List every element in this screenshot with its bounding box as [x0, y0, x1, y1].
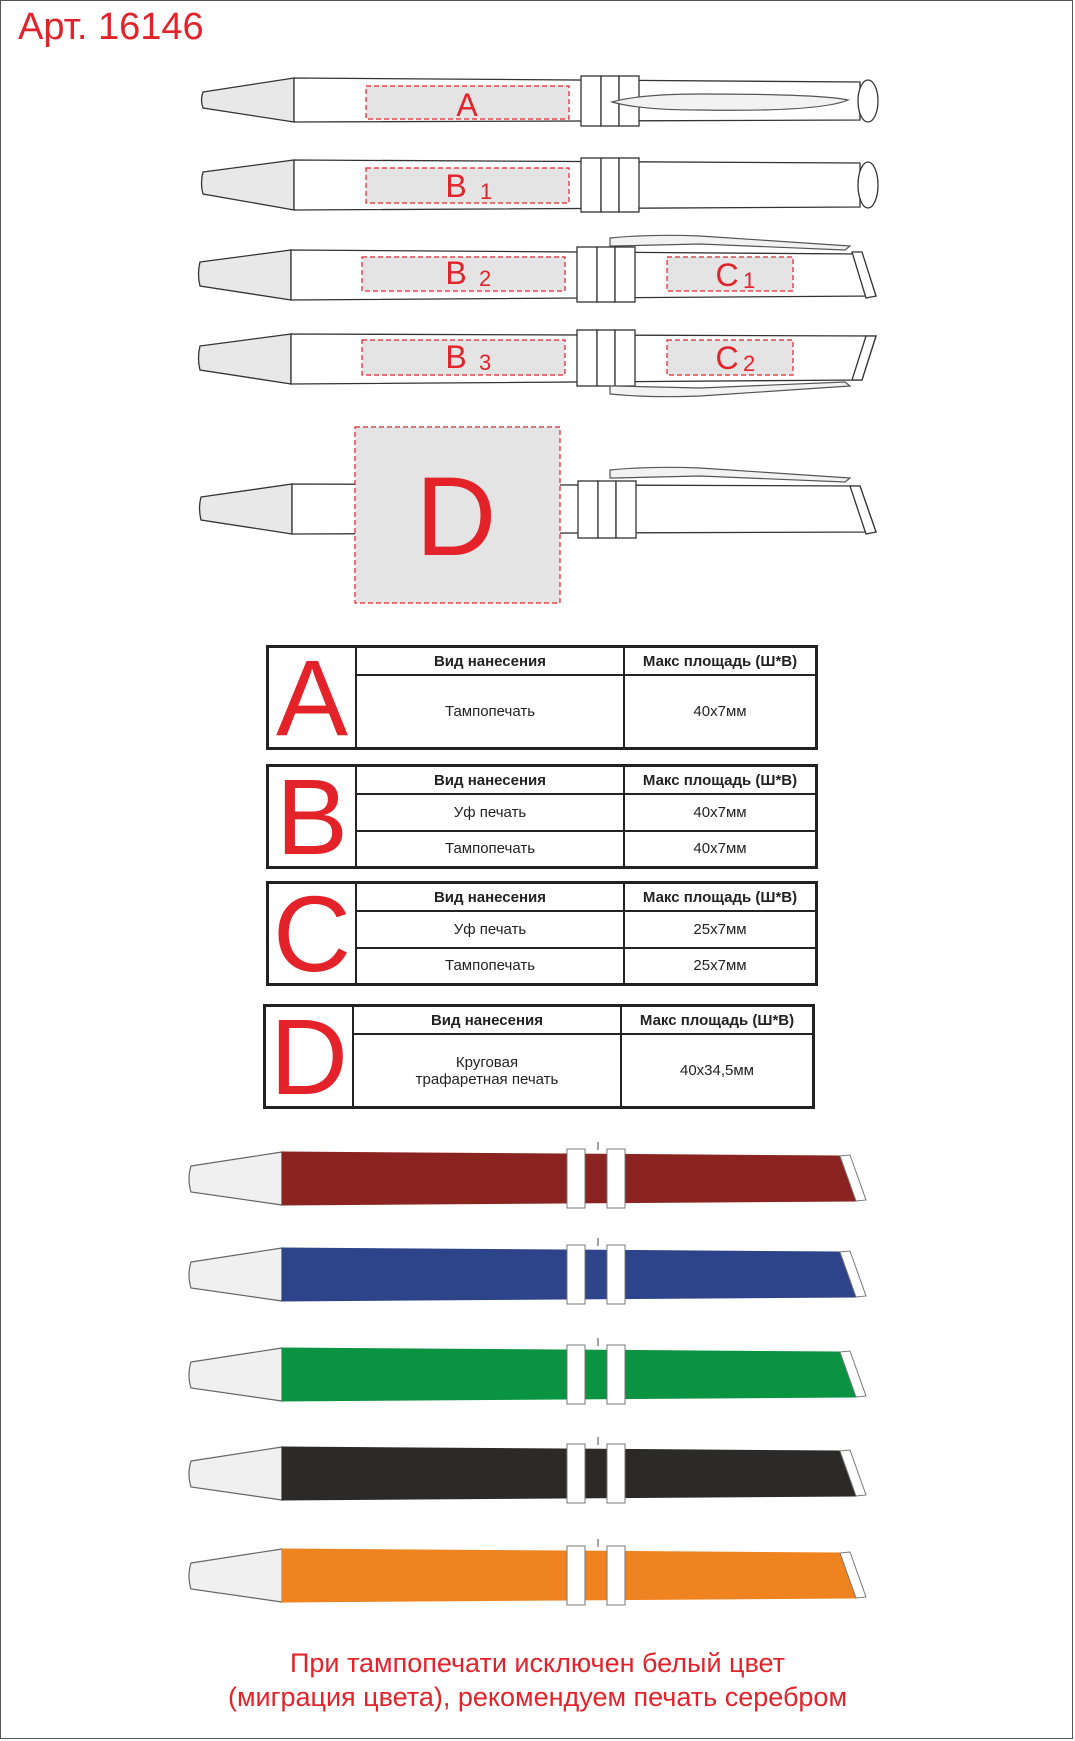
pen-b2-c1-tip — [199, 250, 292, 300]
table-b-area-2: 40х7мм — [693, 840, 747, 858]
table-c-header-method: Вид нанесения — [357, 884, 625, 910]
pen-a — [202, 76, 879, 126]
pen-a-ring — [581, 76, 601, 126]
zone-b3-subscript: 3 — [479, 350, 492, 375]
pen-d-ring — [598, 481, 616, 538]
color-pen — [189, 1437, 866, 1503]
table-a — [266, 636, 818, 758]
color-pen — [189, 1238, 866, 1304]
pen-b1-ring — [601, 158, 619, 212]
pen-b1-cap — [858, 162, 878, 208]
table-b-header-area: Макс площадь (Ш*В) — [642, 771, 798, 789]
color-pen-tip — [189, 1549, 282, 1602]
pen-b3-c2-ring — [597, 330, 615, 386]
pen-b1 — [202, 158, 879, 212]
pen-d-ring — [616, 481, 636, 538]
print-note-line-1: При тампопечати исключен белый цвет — [289, 1648, 786, 1678]
table-a-method: Тампопечать — [357, 676, 625, 747]
zone-c2-subscript: 2 — [743, 351, 756, 376]
color-pen-ring — [567, 1444, 585, 1503]
table-c-letter: C — [269, 884, 357, 983]
pen-d-ring — [578, 481, 598, 538]
color-pen — [189, 1142, 866, 1208]
color-pen-tip — [189, 1348, 282, 1401]
color-pen-ring — [567, 1245, 585, 1304]
pen-b2-c1 — [199, 235, 877, 302]
print-note-line-2: (миграция цвета), рекомендуем печать серебром — [227, 1682, 848, 1712]
table-d-area: 40х34,5мм — [679, 1062, 754, 1079]
pen-d-tip — [200, 484, 293, 534]
table-c-method-1: Уф печать — [357, 912, 625, 947]
pen-d — [200, 427, 877, 603]
pen-b3-c2-ring — [615, 330, 635, 386]
table-c-header-area: Макс площадь (Ш*В) — [642, 888, 798, 906]
table-a-header-area: Макс площадь (Ш*В) — [642, 652, 798, 670]
table-d-header-method: Вид нанесения — [354, 1007, 622, 1033]
color-pen-ring — [567, 1345, 585, 1404]
pen-b3-c2-ring — [577, 330, 597, 386]
zone-b3-label: B — [445, 339, 467, 375]
color-pen-tip — [189, 1447, 282, 1500]
zone-c2-label: C — [715, 340, 739, 376]
color-pen-tip — [189, 1152, 282, 1205]
pen-a-tip — [202, 78, 295, 122]
table-b — [266, 755, 818, 877]
color-pen-ring — [607, 1149, 625, 1208]
table-a-header-method: Вид нанесения — [357, 648, 625, 674]
color-pen — [189, 1539, 866, 1605]
zone-b2-label: B — [445, 255, 467, 291]
table-c-method-2: Тампопечать — [357, 949, 625, 984]
zone-b1-subscript: 1 — [480, 179, 493, 204]
pen-a-cap — [858, 80, 878, 122]
table-d-method: Круговая трафаретная печать — [354, 1035, 622, 1106]
pen-b2-c1-clip — [610, 235, 850, 250]
table-c-area-2: 25х7мм — [693, 957, 747, 975]
zone-b1-label: B — [445, 168, 467, 204]
table-d — [263, 995, 815, 1117]
zone-a-label: A — [456, 87, 478, 123]
pen-b2-c1-ring — [597, 247, 615, 302]
table-b-letter: B — [269, 767, 357, 866]
color-pen — [189, 1338, 866, 1404]
pen-b3-c2-clip — [610, 382, 850, 397]
color-pen-ring — [607, 1345, 625, 1404]
pen-b1-tip — [202, 160, 295, 210]
color-pen-ring — [607, 1546, 625, 1605]
table-a-letter: A — [269, 648, 357, 747]
pen-b1-ring — [581, 158, 601, 212]
color-pen-ring — [567, 1149, 585, 1208]
pen-b2-c1-ring — [577, 247, 597, 302]
pen-b1-ring — [619, 158, 639, 212]
article-number: Арт. 16146 — [18, 6, 204, 48]
color-pens — [189, 1142, 866, 1605]
zone-c1-subscript: 1 — [743, 268, 756, 293]
table-b-method-2: Тампопечать — [357, 832, 625, 867]
zone-c1-label: C — [715, 257, 739, 293]
pen-b3-c2-tip — [199, 334, 292, 384]
table-b-method-1: Уф печать — [357, 795, 625, 830]
pen-b3-c2 — [199, 330, 877, 397]
zone-b2-subscript: 2 — [479, 266, 492, 291]
pen-d-clip — [610, 467, 850, 482]
color-pen-ring — [607, 1444, 625, 1503]
color-pen-ring — [607, 1245, 625, 1304]
table-c-area-1: 25х7мм — [693, 920, 747, 938]
table-b-area-1: 40х7мм — [693, 803, 747, 821]
table-d-letter: D — [266, 1007, 354, 1106]
zone-b1 — [366, 168, 569, 203]
table-b-header-method: Вид нанесения — [357, 767, 625, 793]
pen-b2-c1-ring — [615, 247, 635, 302]
color-pen-tip — [189, 1248, 282, 1301]
zone-d-label: D — [415, 454, 497, 579]
table-a-area: 40х7мм — [693, 703, 747, 720]
table-d-header-area: Макс площадь (Ш*В) — [639, 1011, 795, 1029]
color-pen-ring — [567, 1546, 585, 1605]
table-c — [266, 872, 818, 994]
